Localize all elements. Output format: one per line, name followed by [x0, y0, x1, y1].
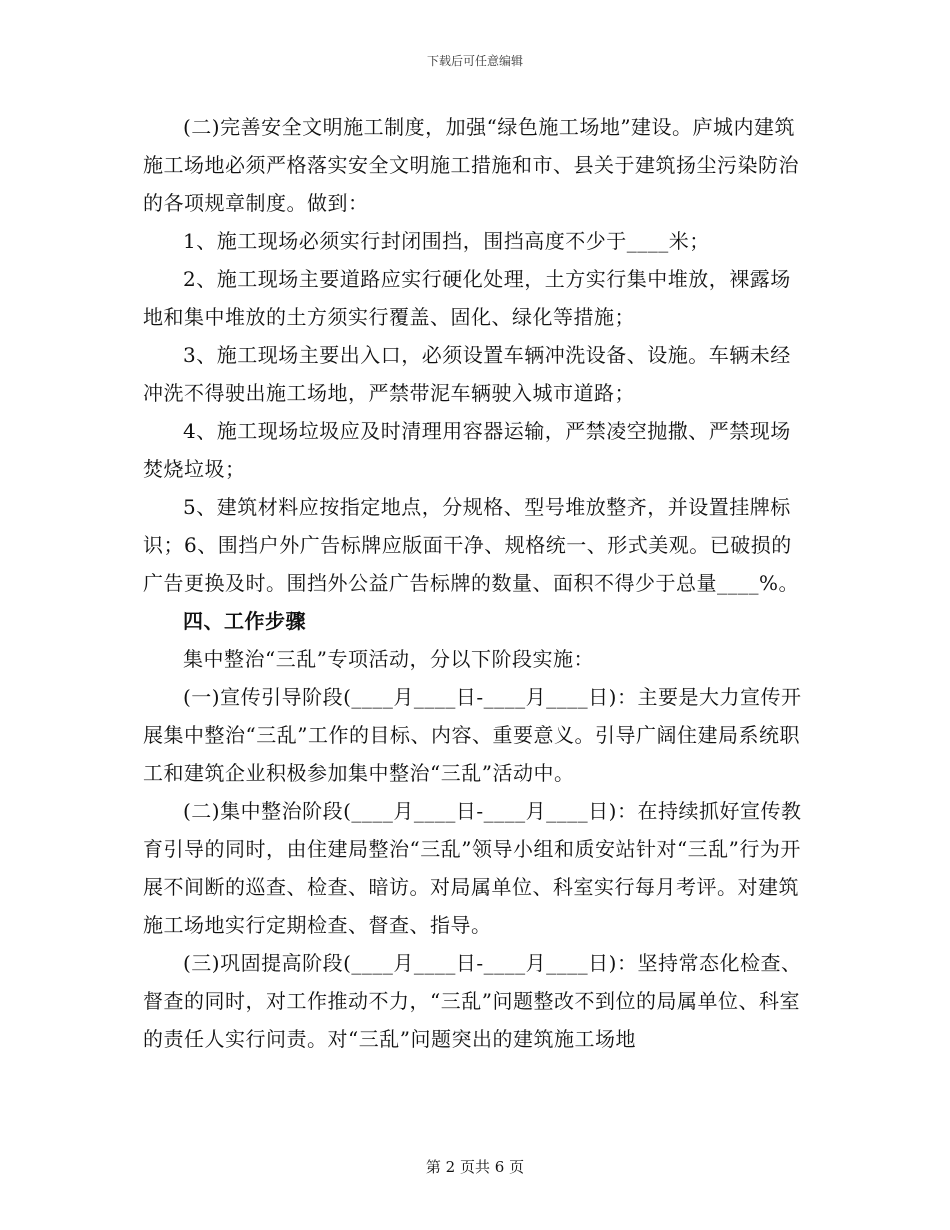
paragraph-item-1: 1、施工现场必须实行封闭围挡，围挡高度不少于____米；	[183, 229, 710, 253]
paragraph-stage-1: (一)宣传引导阶段(____月____日-____月____日)：主要是大力宣传开展集中整治“三乱”工作的目标、内容、重要意义。引导广阔住建局系统职工和建筑企业积极参加集中整治“三乱”活动中。	[143, 685, 802, 785]
paragraph-stage-3: (三)巩固提高阶段(____月____日-____月____日)：坚持常态化检查、督查的同时，对工作推动不力，“三乱”问题整改不到位的局属单位、科室的责任人实行问责。对“三乱”问题突出的建筑施工场地	[143, 951, 802, 1051]
paragraph-intro-stages: 集中整治“三乱”专项活动，分以下阶段实施：	[183, 647, 594, 671]
paragraph-item-4: 4、施工现场垃圾应及时清理用容器运输，严禁凌空抛撒、严禁现场焚烧垃圾；	[143, 419, 791, 481]
paragraph-item-2: 2、施工现场主要道路应实行硬化处理，土方实行集中堆放，裸露场地和集中堆放的土方须实行覆盖、固化、绿化等措施；	[143, 267, 791, 329]
document-body	[143, 108, 807, 1058]
paragraph-stage-2: (二)集中整治阶段(____月____日-____月____日)：在持续抓好宣传教育引导的同时，由住建局整治“三乱”领导小组和质安站针对“三乱”行为开展不间断的巡查、检查、暗访。对局属单位、科室实行每月考评。对建筑施工场地实行定期检查、督查、指导。	[143, 799, 802, 937]
section-heading-work-steps: 四、工作步骤	[183, 609, 306, 633]
paragraph-item-3: 3、施工现场主要出入口，必须设置车辆冲洗设备、设施。车辆未经冲洗不得驶出施工场地，严禁带泥车辆驶入城市道路；	[143, 343, 791, 405]
page-footer: 第 2 页共 6 页	[425, 1158, 525, 1176]
paragraph-item-5: 5、建筑材料应按指定地点，分规格、型号堆放整齐，并设置挂牌标识；6、围挡户外广告标牌应版面干净、规格统一、形式美观。已破损的广告更换及时。围挡外公益广告标牌的数量、面积不得少于总量____%。	[143, 495, 800, 595]
paragraph-civilized-construction: (二)完善安全文明施工制度，加强“绿色施工场地”建设。庐城内建筑施工场地必须严格落实安全文明施工措施和市、县关于建筑扬尘污染防治的各项规章制度。做到：	[143, 115, 799, 215]
page-header: 下载后可任意编辑	[426, 54, 523, 68]
